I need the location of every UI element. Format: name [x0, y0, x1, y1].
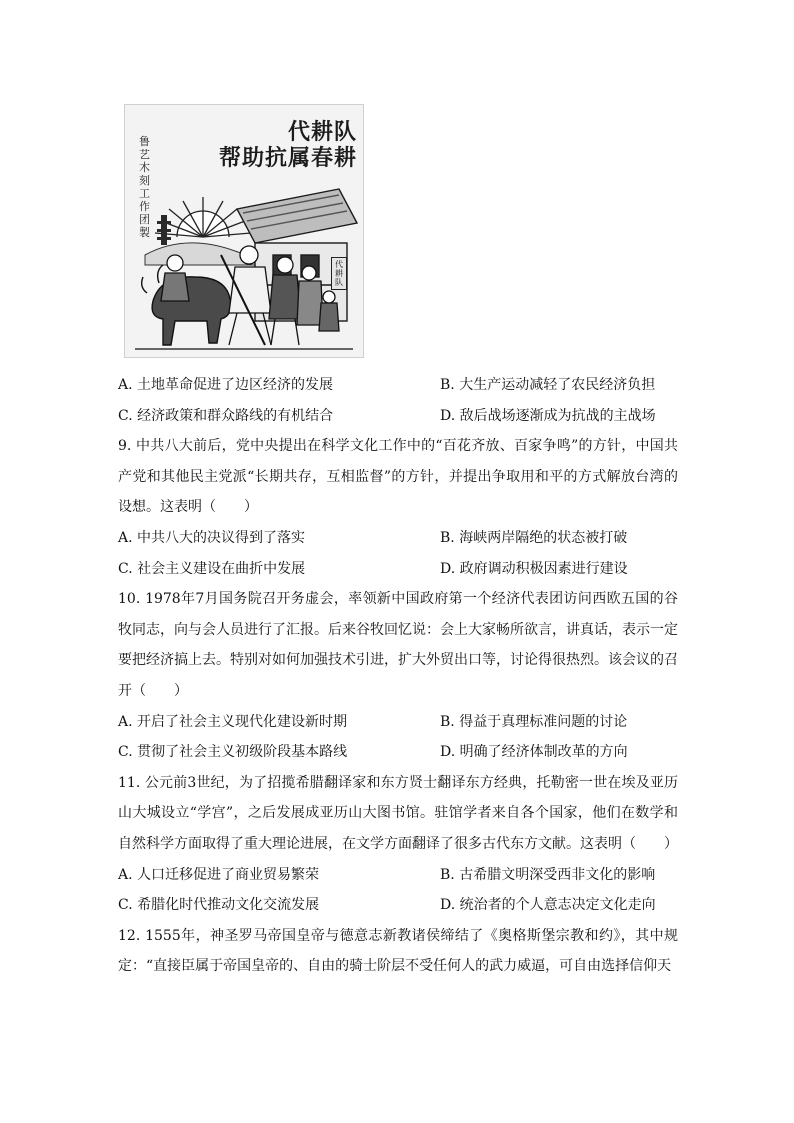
question-9: [118, 431, 678, 523]
woodcut-title: [219, 119, 357, 171]
q11-stem: 11. 公元前3世纪，为了招揽希腊翻译家和东方贤士翻译东方经典，托勒密一世在埃及亚历山大城设立“学宫”，之后发展成亚历山大图书馆。驻馆学者来自各个国家，他们在数学和自然科学方面取得了重大理论进展，在文学方面翻译了很多古代东方文献。这表明（ ）: [118, 774, 678, 852]
woodcut-title-line1: 代耕队: [287, 119, 357, 145]
question-12: [118, 921, 678, 982]
q9-option-c[interactable]: C. 社会主义建设在曲折中发展: [118, 560, 306, 577]
q8-options: [118, 370, 678, 431]
q10-stem: 10. 1978年7月国务院召开务虚会，率领新中国政府第一个经济代表团访问西欧五国的谷牧同志，向与会人员进行了汇报。后来谷牧回忆说：会上大家畅所欲言，讲真话，表示一定要把经济搞上去。特别对如何加强技术引进，扩大外贸出口等，讨论得很热烈。该会议的召开（ ）: [118, 591, 678, 699]
q12-stem: 12. 1555年，神圣罗马帝国皇帝与德意志新教诸侯缔结了《奥格斯堡宗教和约》，其中规定：“直接臣属于帝国皇帝的、自由的骑士阶层不受任何人的武力威逼，可自由选择信仰天: [118, 927, 678, 975]
q10-option-b[interactable]: B. 得益于真理标准问题的讨论: [440, 713, 628, 730]
q10-option-a[interactable]: A. 开启了社会主义现代化建设新时期: [118, 713, 348, 730]
q9-option-d[interactable]: D. 政府调动积极因素进行建设: [440, 560, 628, 577]
q10-option-d[interactable]: D. 明确了经济体制改革的方向: [440, 744, 628, 761]
question-11: [118, 768, 678, 860]
q10-option-c[interactable]: C. 贯彻了社会主义初级阶段基本路线: [118, 744, 348, 761]
ox-icon: [142, 265, 231, 345]
question-content: [118, 370, 678, 982]
q9-option-a[interactable]: A. 中共八大的决议得到了落实: [118, 529, 306, 546]
q11-option-b[interactable]: B. 古希腊文明深受西非文化的影响: [440, 866, 656, 883]
q9-option-b[interactable]: B. 海峡两岸隔绝的状态被打破: [440, 529, 628, 546]
q8-option-c[interactable]: C. 经济政策和群众路线的有机结合: [118, 407, 334, 424]
pagoda-icon: [157, 215, 171, 245]
q9-stem: 9. 中共八大前后，党中央提出在科学文化工作中的“百花齐放、百家争鸣”的方针，中国共产党和其他民主党派“长期共存，互相监督”的方针，并提出争取用和平的方式解放台湾的设想。这表明（ ）: [118, 438, 678, 516]
question-10: [118, 584, 678, 706]
q11-option-c[interactable]: C. 希腊化时代推动文化交流发展: [118, 897, 320, 914]
q8-option-b[interactable]: B. 大生产运动减轻了农民经济负担: [440, 377, 656, 393]
q8-option-d[interactable]: D. 敌后战场逐渐成为抗战的主战场: [440, 407, 656, 424]
q11-option-d[interactable]: D. 统治者的个人意志决定文化走向: [440, 897, 656, 914]
q10-options: [118, 707, 678, 768]
woodcut-vertical-caption: 鲁艺木刻工作团製: [139, 135, 150, 239]
q9-options: [118, 523, 678, 584]
q8-option-a[interactable]: A. 土地革命促进了边区经济的发展: [118, 377, 334, 393]
q11-option-a[interactable]: A. 人口迁移促进了商业贸易繁荣: [118, 866, 320, 883]
woodcut-signboard: 代耕队: [331, 257, 347, 290]
q11-options: [118, 860, 678, 921]
woodcut-illustration: [124, 104, 364, 358]
woodcut-title-line2: 帮助抗属春耕: [218, 145, 357, 171]
